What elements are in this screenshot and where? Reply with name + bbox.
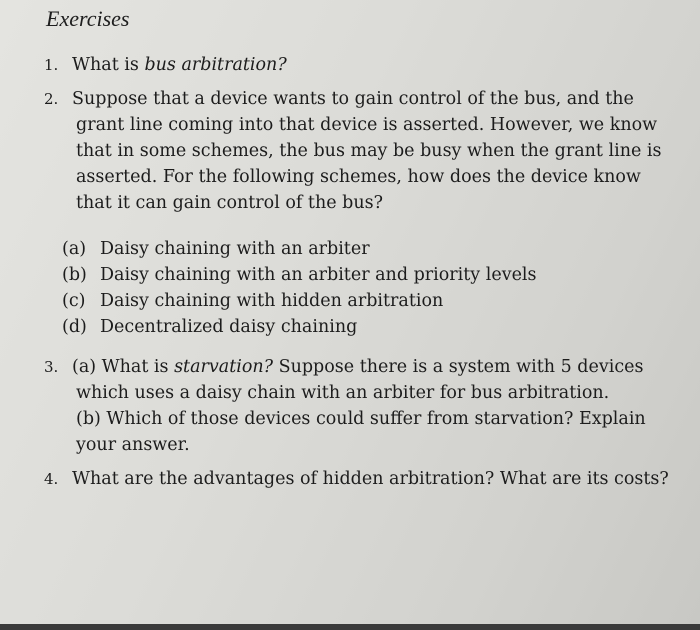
subitem-text: Decentralized daisy chaining (100, 317, 358, 337)
subitem-c (62, 288, 682, 314)
subitem-label: (b) (62, 265, 87, 285)
subitem-d (62, 314, 682, 340)
subitem-b (62, 262, 682, 288)
question-text-plain: What is (72, 55, 145, 75)
question-line-1 (72, 357, 644, 377)
question-text (72, 55, 287, 75)
question-text-plain: (a) What is (72, 357, 175, 377)
question-2 (44, 86, 694, 216)
question-line-4: your answer. (76, 435, 190, 455)
question-number: 3. (44, 358, 59, 376)
question-text-plain: Suppose there is a system with 5 devices (273, 357, 644, 377)
subitem-text: Daisy chaining with hidden arbitration (100, 291, 444, 311)
subitem-text: Daisy chaining with an arbiter (100, 239, 370, 259)
question-line-4: asserted. For the following schemes, how does the device know (76, 167, 641, 187)
question-line-3: (b) Which of those devices could suffer from starvation? Explain (76, 409, 646, 429)
question-line-1: Suppose that a device wants to gain control of the bus, and the (72, 89, 634, 109)
question-number: 4. (44, 470, 59, 488)
question-line-2: which uses a daisy chain with an arbiter for bus arbitration. (76, 383, 610, 403)
subitem-a (62, 236, 682, 262)
question-term-italic: bus arbitration? (144, 55, 287, 75)
exercises-heading: Exercises (46, 6, 130, 31)
question-4 (44, 466, 694, 492)
question-term-italic: starvation? (174, 357, 274, 377)
subitem-label: (d) (62, 317, 87, 337)
question-line-2: grant line coming into that device is asserted. However, we know (76, 115, 658, 135)
question-line-3: that in some schemes, the bus may be busy when the grant line is (76, 141, 662, 161)
question-text: What are the advantages of hidden arbitration? What are its costs? (72, 469, 669, 489)
question-line-5: that it can gain control of the bus? (76, 193, 383, 213)
question-number: 1. (44, 56, 59, 74)
question-1 (44, 52, 694, 78)
page-edge-shadow (0, 624, 700, 630)
subitem-text: Daisy chaining with an arbiter and priority levels (100, 265, 537, 285)
subitem-label: (a) (62, 239, 87, 259)
question-3 (44, 354, 694, 458)
subitem-label: (c) (62, 291, 86, 311)
question-number: 2. (44, 90, 59, 108)
